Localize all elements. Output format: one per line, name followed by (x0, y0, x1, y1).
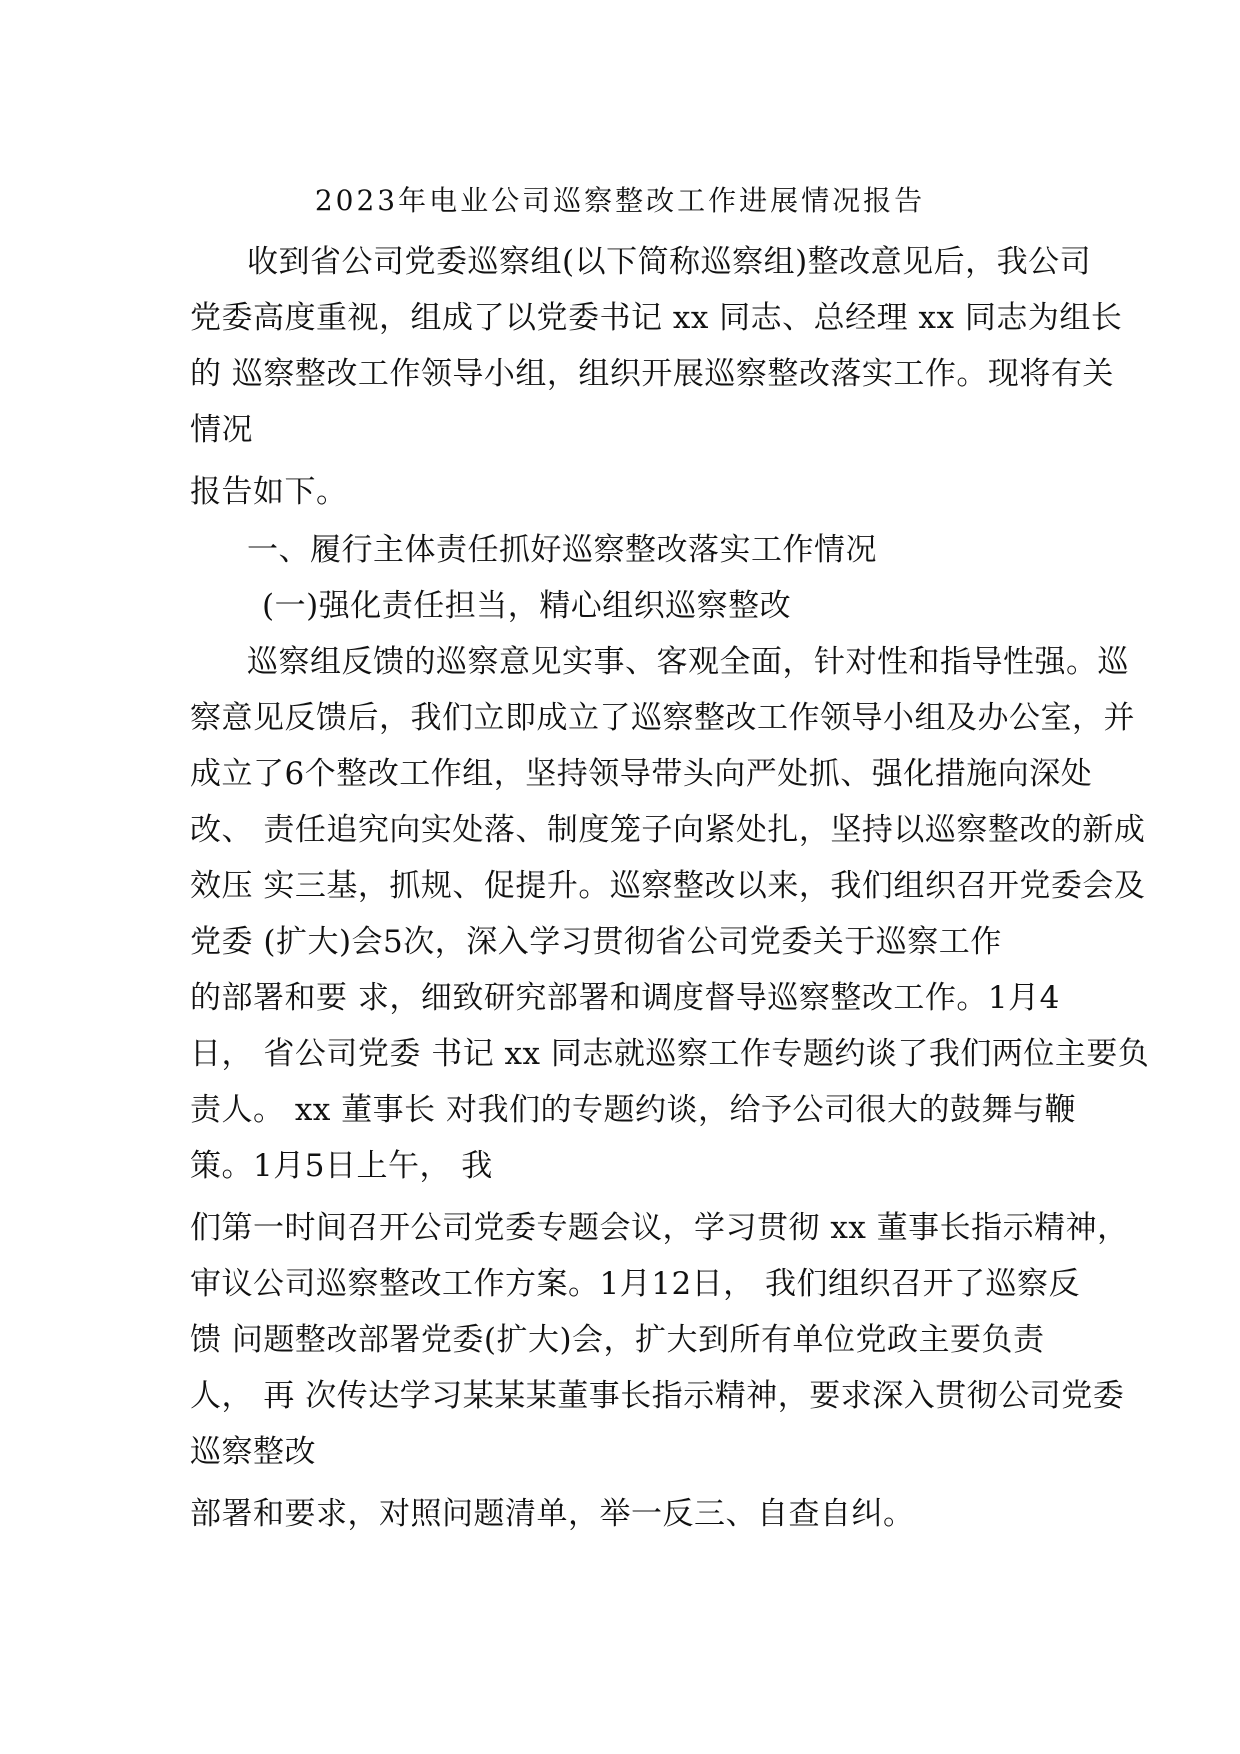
paragraph-line: 巡察整改 (190, 1434, 316, 1470)
paragraph-line: 的部署和要 求，细致研究部署和调度督导巡察整改工作。1月4 (190, 980, 1060, 1016)
paragraph-line: 收到省公司党委巡察组(以下简称巡察组)整改意见后，我公司 (247, 244, 1092, 280)
paragraph-line: 审议公司巡察整改工作方案。1月12日， 我们组织召开了巡察反 (190, 1266, 1081, 1302)
paragraph-line: 责人。 xx 董事长 对我们的专题约谈，给予公司很大的鼓舞与鞭 (190, 1092, 1077, 1128)
paragraph-line: 成立了6个整改工作组，坚持领导带头向严处抓、强化措施向深处 (190, 756, 1093, 792)
paragraph-line: 察意见反馈后，我们立即成立了巡察整改工作领导小组及办公室，并 (190, 700, 1135, 736)
paragraph-line: 党委 (扩大)会5次，深入学习贯彻省公司党委关于巡察工作 (190, 924, 1002, 960)
document-title: 2023年电业公司巡察整改工作进展情况报告 (314, 184, 926, 217)
paragraph-line: 情况 (190, 412, 253, 448)
paragraph-line: 日， 省公司党委 书记 xx 同志就巡察工作专题约谈了我们两位主要负 (190, 1036, 1150, 1072)
subsection-heading: (一)强化责任担当，精心组织巡察整改 (262, 588, 792, 624)
paragraph-line: 人， 再 次传达学习某某某董事长指示精神，要求深入贯彻公司党委 (190, 1378, 1125, 1414)
paragraph-line: 党委高度重视，组成了以党委书记 xx 同志、总经理 xx 同志为组长 (190, 300, 1123, 336)
paragraph-line: 部署和要求，对照问题清单，举一反三、自查自纠。 (190, 1496, 915, 1532)
paragraph-line: 巡察组反馈的巡察意见实事、客观全面，针对性和指导性强。巡 (247, 644, 1129, 680)
section-heading: 一、履行主体责任抓好巡察整改落实工作情况 (247, 532, 877, 568)
paragraph-line: 改、 责任追究向实处落、制度笼子向紧处扎，坚持以巡察整改的新成 (190, 812, 1146, 848)
paragraph-line: 策。1月5日上午， 我 (190, 1148, 493, 1184)
paragraph-line: 的 巡察整改工作领导小组，组织开展巡察整改落实工作。现将有关 (190, 356, 1114, 392)
paragraph-line: 馈 问题整改部署党委(扩大)会，扩大到所有单位党政主要负责 (190, 1322, 1045, 1358)
paragraph-line: 报告如下。 (190, 474, 348, 510)
paragraph-line: 效压 实三基，抓规、促提升。巡察整改以来，我们组织召开党委会及 (190, 868, 1146, 904)
paragraph-line: 们第一时间召开公司党委专题会议，学习贯彻 xx 董事长指示精神， (190, 1210, 1129, 1246)
